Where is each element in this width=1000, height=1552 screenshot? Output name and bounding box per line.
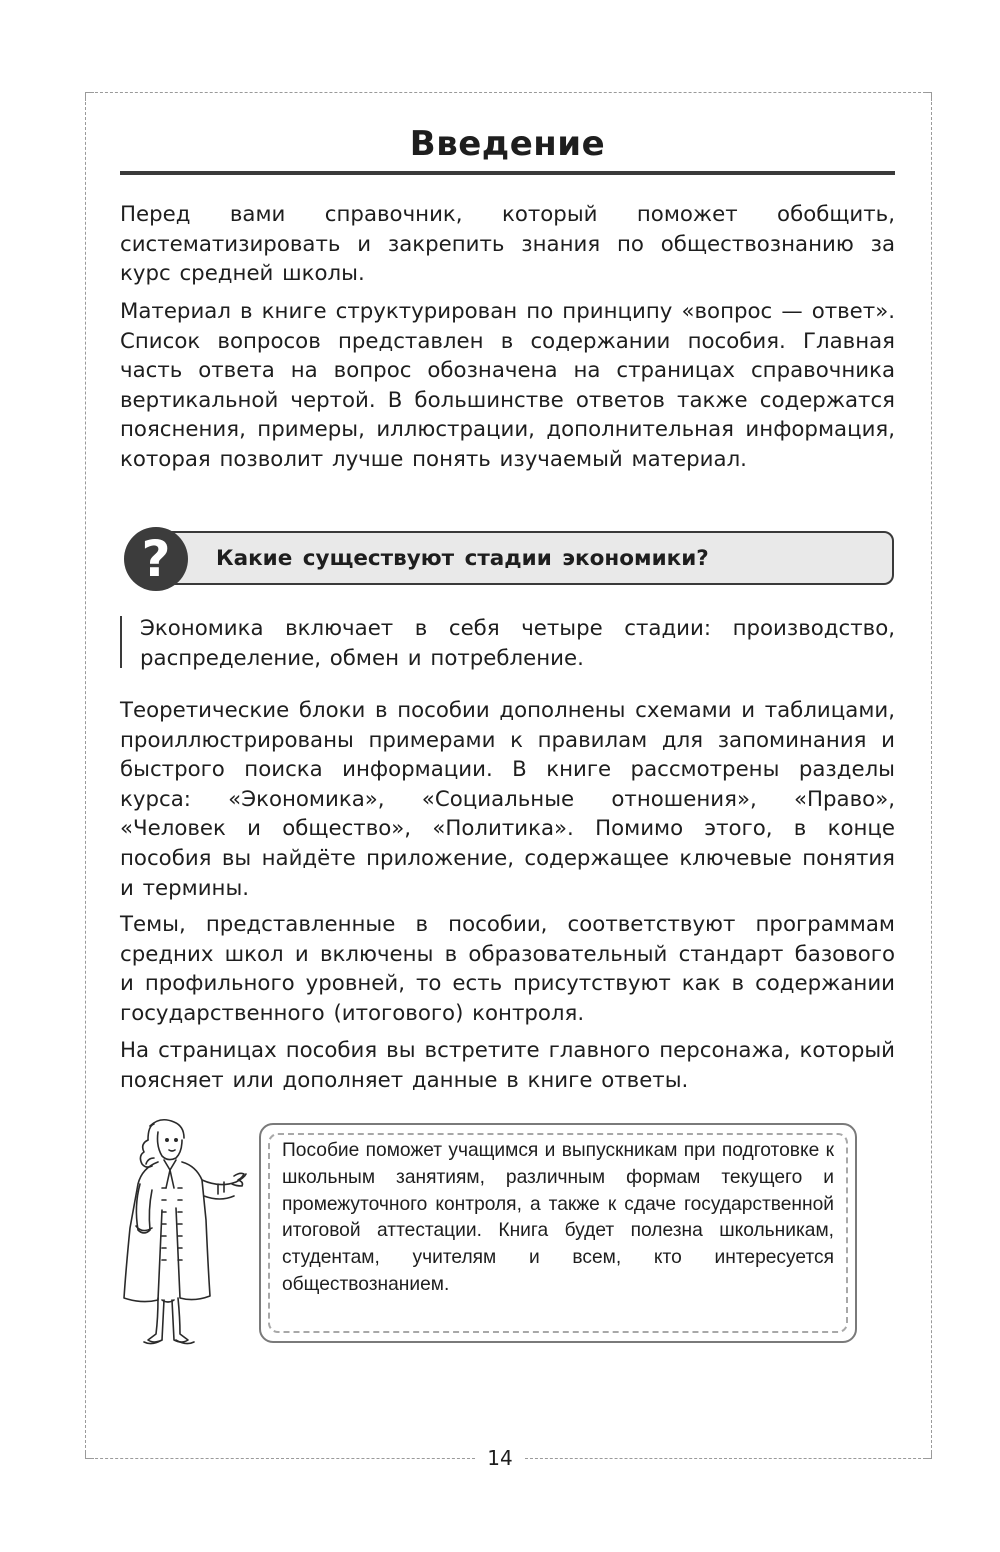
frame-corner	[85, 1450, 94, 1459]
example-answer-text: Экономика включает в себя четыре стадии: производство, распределение, обмен и потребление.	[140, 616, 895, 671]
frame-corner	[85, 92, 94, 101]
answer-vertical-bar	[120, 616, 122, 668]
page-title: Введение	[409, 124, 606, 164]
note-text: Пособие поможет учащимся и выпускникам при подготовке к школьным занятиям, различным формам текущего и промежуточного контроля, а также к сдаче государственной итоговой аттестации. Книга будет полезна школьникам, студентам, учителям и всем, кто интересуется обществознанием.	[282, 1140, 834, 1295]
standards-paragraph: Темы, представленные в пособии, соответствуют программам средних школ и включены в образовательный стандарт базового и профильного уровней, то есть присутствуют как в содержании государственного (итогового) контроля.	[120, 912, 895, 1026]
title-underline	[120, 171, 895, 175]
frame-corner	[923, 1450, 932, 1459]
example-question-text: Какие существуют стадии экономики?	[216, 546, 709, 571]
question-mark-icon: ?	[124, 527, 188, 591]
intro-paragraph: Перед вами справочник, который поможет обобщить, систематизировать и закрепить знания по обществознанию за курс средней школы.	[120, 202, 895, 287]
scholar-character-illustration	[118, 1118, 248, 1350]
page-frame-right	[931, 92, 932, 1458]
page-frame-top	[85, 92, 931, 93]
page-number: 14	[487, 1446, 513, 1470]
structure-paragraph: Материал в книге структурирован по принципу «вопрос — ответ». Список вопросов представлен в содержании пособия. Главная часть ответа на вопрос обозначена на страницах справочника вертикальной чертой. В большинстве ответов также содержатся пояснения, примеры, иллюстрации, дополнительная информация, которая позволит лучше понять изучаемый материал.	[120, 299, 895, 472]
content-paragraph: Теоретические блоки в пособии дополнены схемами и таблицами, проиллюстрированы примерами к правилам для запоминания и быстрого поиска информации. В книге рассмотрены разделы курса: «Экономика», «Социальные отношения», «Право», «Человек и общество», «Политика». Помимо этого, в конце пособия вы найдёте приложение, содержащее ключевые понятия и термины.	[120, 698, 895, 901]
page-frame-bottom-left	[85, 1458, 475, 1459]
page-frame-bottom-right	[525, 1458, 931, 1459]
frame-corner	[923, 92, 932, 101]
character-paragraph: На страницах пособия вы встретите главного персонажа, который поясняет или дополняет данные в книге ответы.	[120, 1038, 895, 1093]
page-frame-left	[85, 92, 86, 1458]
